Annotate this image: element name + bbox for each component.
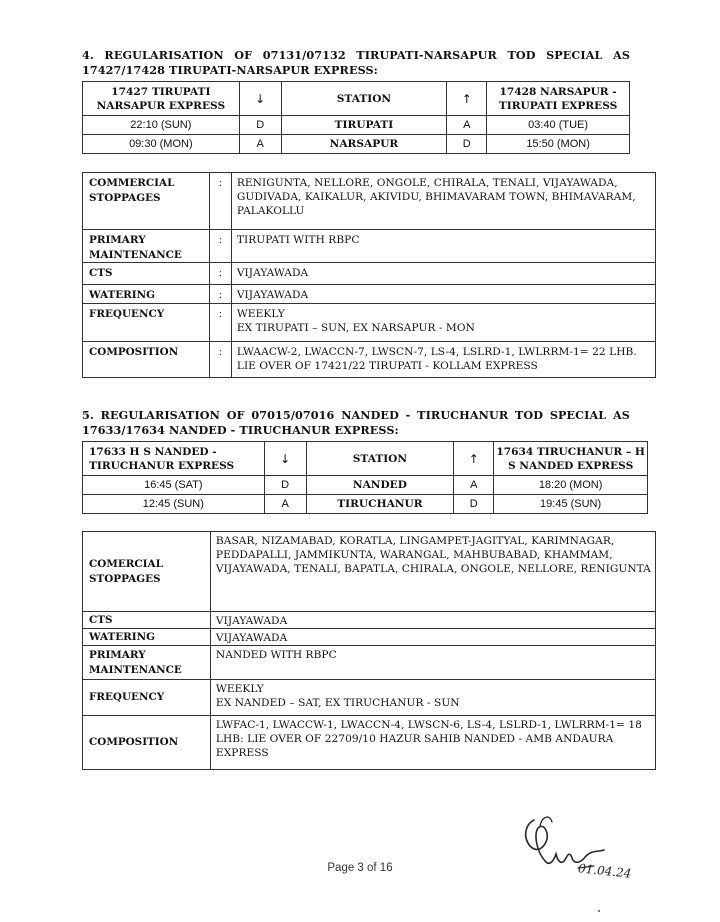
code-up: A xyxy=(454,476,494,495)
detail-row xyxy=(83,263,656,285)
signature-date: 01.04.24 xyxy=(577,861,633,881)
detail-row xyxy=(83,532,656,612)
detail-value: LWAACW-2, LWACCN-7, LWSCN-7, LS-4, LSLRD-1, LWLRRM-1= 22 LHB. LIE OVER OF 17421/22 TIRUPATI - KOLLAM EXPRESS xyxy=(231,342,655,378)
detail-value: BASAR, NIZAMABAD, KORATLA, LINGAMPET-JAGITYAL, KARIMNAGAR, PEDDAPALLI, JAMMIKUNTA, WARANGAL, MAHBUBABAD, KHAMMAM, VIJAYAWADA, TENALI, BAPATLA, CHIRALA, ONGOLE, NELLORE, RENIGUNTA xyxy=(210,532,655,612)
code-down: D xyxy=(264,476,306,495)
station-name: TIRUCHANUR xyxy=(306,495,454,514)
down-arrow-icon: ↓ xyxy=(239,82,281,116)
detail-key: COMPOSITION xyxy=(83,716,211,770)
code-up: D xyxy=(454,495,494,514)
section-5-details xyxy=(82,531,656,770)
header-train-up: 17428 NARSAPUR - TIRUPATI EXPRESS xyxy=(487,82,630,116)
station-name: TIRUPATI xyxy=(281,116,447,135)
code-up: A xyxy=(447,116,487,135)
detail-key: PRIMARY MAINTENANCE xyxy=(83,646,211,680)
time-up: 18:20 (MON) xyxy=(494,476,648,495)
time-down: 12:45 (SUN) xyxy=(83,495,265,514)
detail-value: RENIGUNTA, NELLORE, ONGOLE, CHIRALA, TENALI, VIJAYAWADA, GUDIVADA, KAIKALUR, AKIVIDU, BHIMAVARAM TOWN, BHIMAVARAM, PALAKOLLU xyxy=(231,173,655,230)
detail-row xyxy=(83,716,656,770)
detail-value: WEEKLY EX NANDED – SAT, EX TIRUCHANUR - SUN xyxy=(210,680,655,716)
station-name: NARSAPUR xyxy=(281,135,447,154)
detail-value: NANDED WITH RBPC xyxy=(210,646,655,680)
detail-row xyxy=(83,304,656,342)
detail-key: CTS xyxy=(83,612,211,629)
detail-row xyxy=(83,646,656,680)
detail-key: WATERING xyxy=(83,629,211,646)
detail-row xyxy=(83,629,656,646)
time-up: 15:50 (MON) xyxy=(487,135,630,154)
detail-key: COMMERCIAL STOPPAGES xyxy=(83,173,210,230)
detail-key: WATERING xyxy=(83,285,210,304)
up-arrow-icon: ↑ xyxy=(447,82,487,116)
detail-colon: : xyxy=(209,173,231,230)
header-train-down: 17633 H S NANDED - TIRUCHANUR EXPRESS xyxy=(83,442,265,476)
detail-value: VIJAYAWADA xyxy=(210,629,655,646)
detail-key: FREQUENCY xyxy=(83,304,210,342)
detail-value: VIJAYAWADA xyxy=(231,263,655,285)
header-station: STATION xyxy=(281,82,447,116)
detail-row xyxy=(83,612,656,629)
detail-row xyxy=(83,680,656,716)
header-station: STATION xyxy=(306,442,454,476)
code-down: D xyxy=(239,116,281,135)
detail-key: CTS xyxy=(83,263,210,285)
detail-key: FREQUENCY xyxy=(83,680,211,716)
timetable-row xyxy=(83,495,648,514)
detail-row xyxy=(83,342,656,378)
page-number: Page 3 of 16 xyxy=(327,862,393,874)
time-down: 16:45 (SAT) xyxy=(83,476,265,495)
down-arrow-icon: ↓ xyxy=(264,442,306,476)
detail-value: VIJAYAWADA xyxy=(210,612,655,629)
section-4-timetable xyxy=(82,81,630,154)
time-up: 03:40 (TUE) xyxy=(487,116,630,135)
detail-value: VIJAYAWADA xyxy=(231,285,655,304)
time-up: 19:45 (SUN) xyxy=(494,495,648,514)
detail-row xyxy=(83,230,656,263)
detail-colon: : xyxy=(209,304,231,342)
detail-colon: : xyxy=(209,285,231,304)
time-down: 22:10 (SUN) xyxy=(83,116,240,135)
code-down: A xyxy=(239,135,281,154)
detail-row xyxy=(83,173,656,230)
time-down: 09:30 (MON) xyxy=(83,135,240,154)
timetable-row xyxy=(83,135,630,154)
section-5-timetable xyxy=(82,441,648,514)
detail-colon: : xyxy=(209,342,231,378)
detail-key: COMPOSITION xyxy=(83,342,210,378)
detail-value: WEEKLY EX TIRUPATI – SUN, EX NARSAPUR - MON xyxy=(231,304,655,342)
header-train-up: 17634 TIRUCHANUR – H S NANDED EXPRESS xyxy=(494,442,648,476)
code-down: A xyxy=(264,495,306,514)
detail-colon: : xyxy=(209,263,231,285)
detail-key: COMERCIAL STOPPAGES xyxy=(83,532,211,612)
station-name: NANDED xyxy=(306,476,454,495)
detail-colon: : xyxy=(209,230,231,263)
detail-value: LWFAC-1, LWACCW-1, LWACCN-4, LWSCN-6, LS-4, LSLRD-1, LWLRRM-1= 18 LHB: LIE OVER OF 22709/10 HAZUR SAHIB NANDED - AMB ANDAURA EXPRESS xyxy=(210,716,655,770)
section-4-details xyxy=(82,172,656,378)
detail-value: TIRUPATI WITH RBPC xyxy=(231,230,655,263)
timetable-row xyxy=(83,116,630,135)
header-train-down: 17427 TIRUPATI NARSAPUR EXPRESS xyxy=(83,82,240,116)
detail-key: PRIMARY MAINTENANCE xyxy=(83,230,210,263)
section-5-title: 5. REGULARISATION OF 07015/07016 NANDED - TIRUCHANUR TOD SPECIAL AS 17633/17634 NANDED - TIRUCHANUR EXPRESS: xyxy=(82,408,630,437)
detail-row xyxy=(83,285,656,304)
scan-speck xyxy=(598,910,600,912)
code-up: D xyxy=(447,135,487,154)
timetable-row xyxy=(83,476,648,495)
up-arrow-icon: ↑ xyxy=(454,442,494,476)
section-4-title: 4. REGULARISATION OF 07131/07132 TIRUPATI-NARSAPUR TOD SPECIAL AS 17427/17428 TIRUPATI-NARSAPUR EXPRESS: xyxy=(82,48,630,77)
